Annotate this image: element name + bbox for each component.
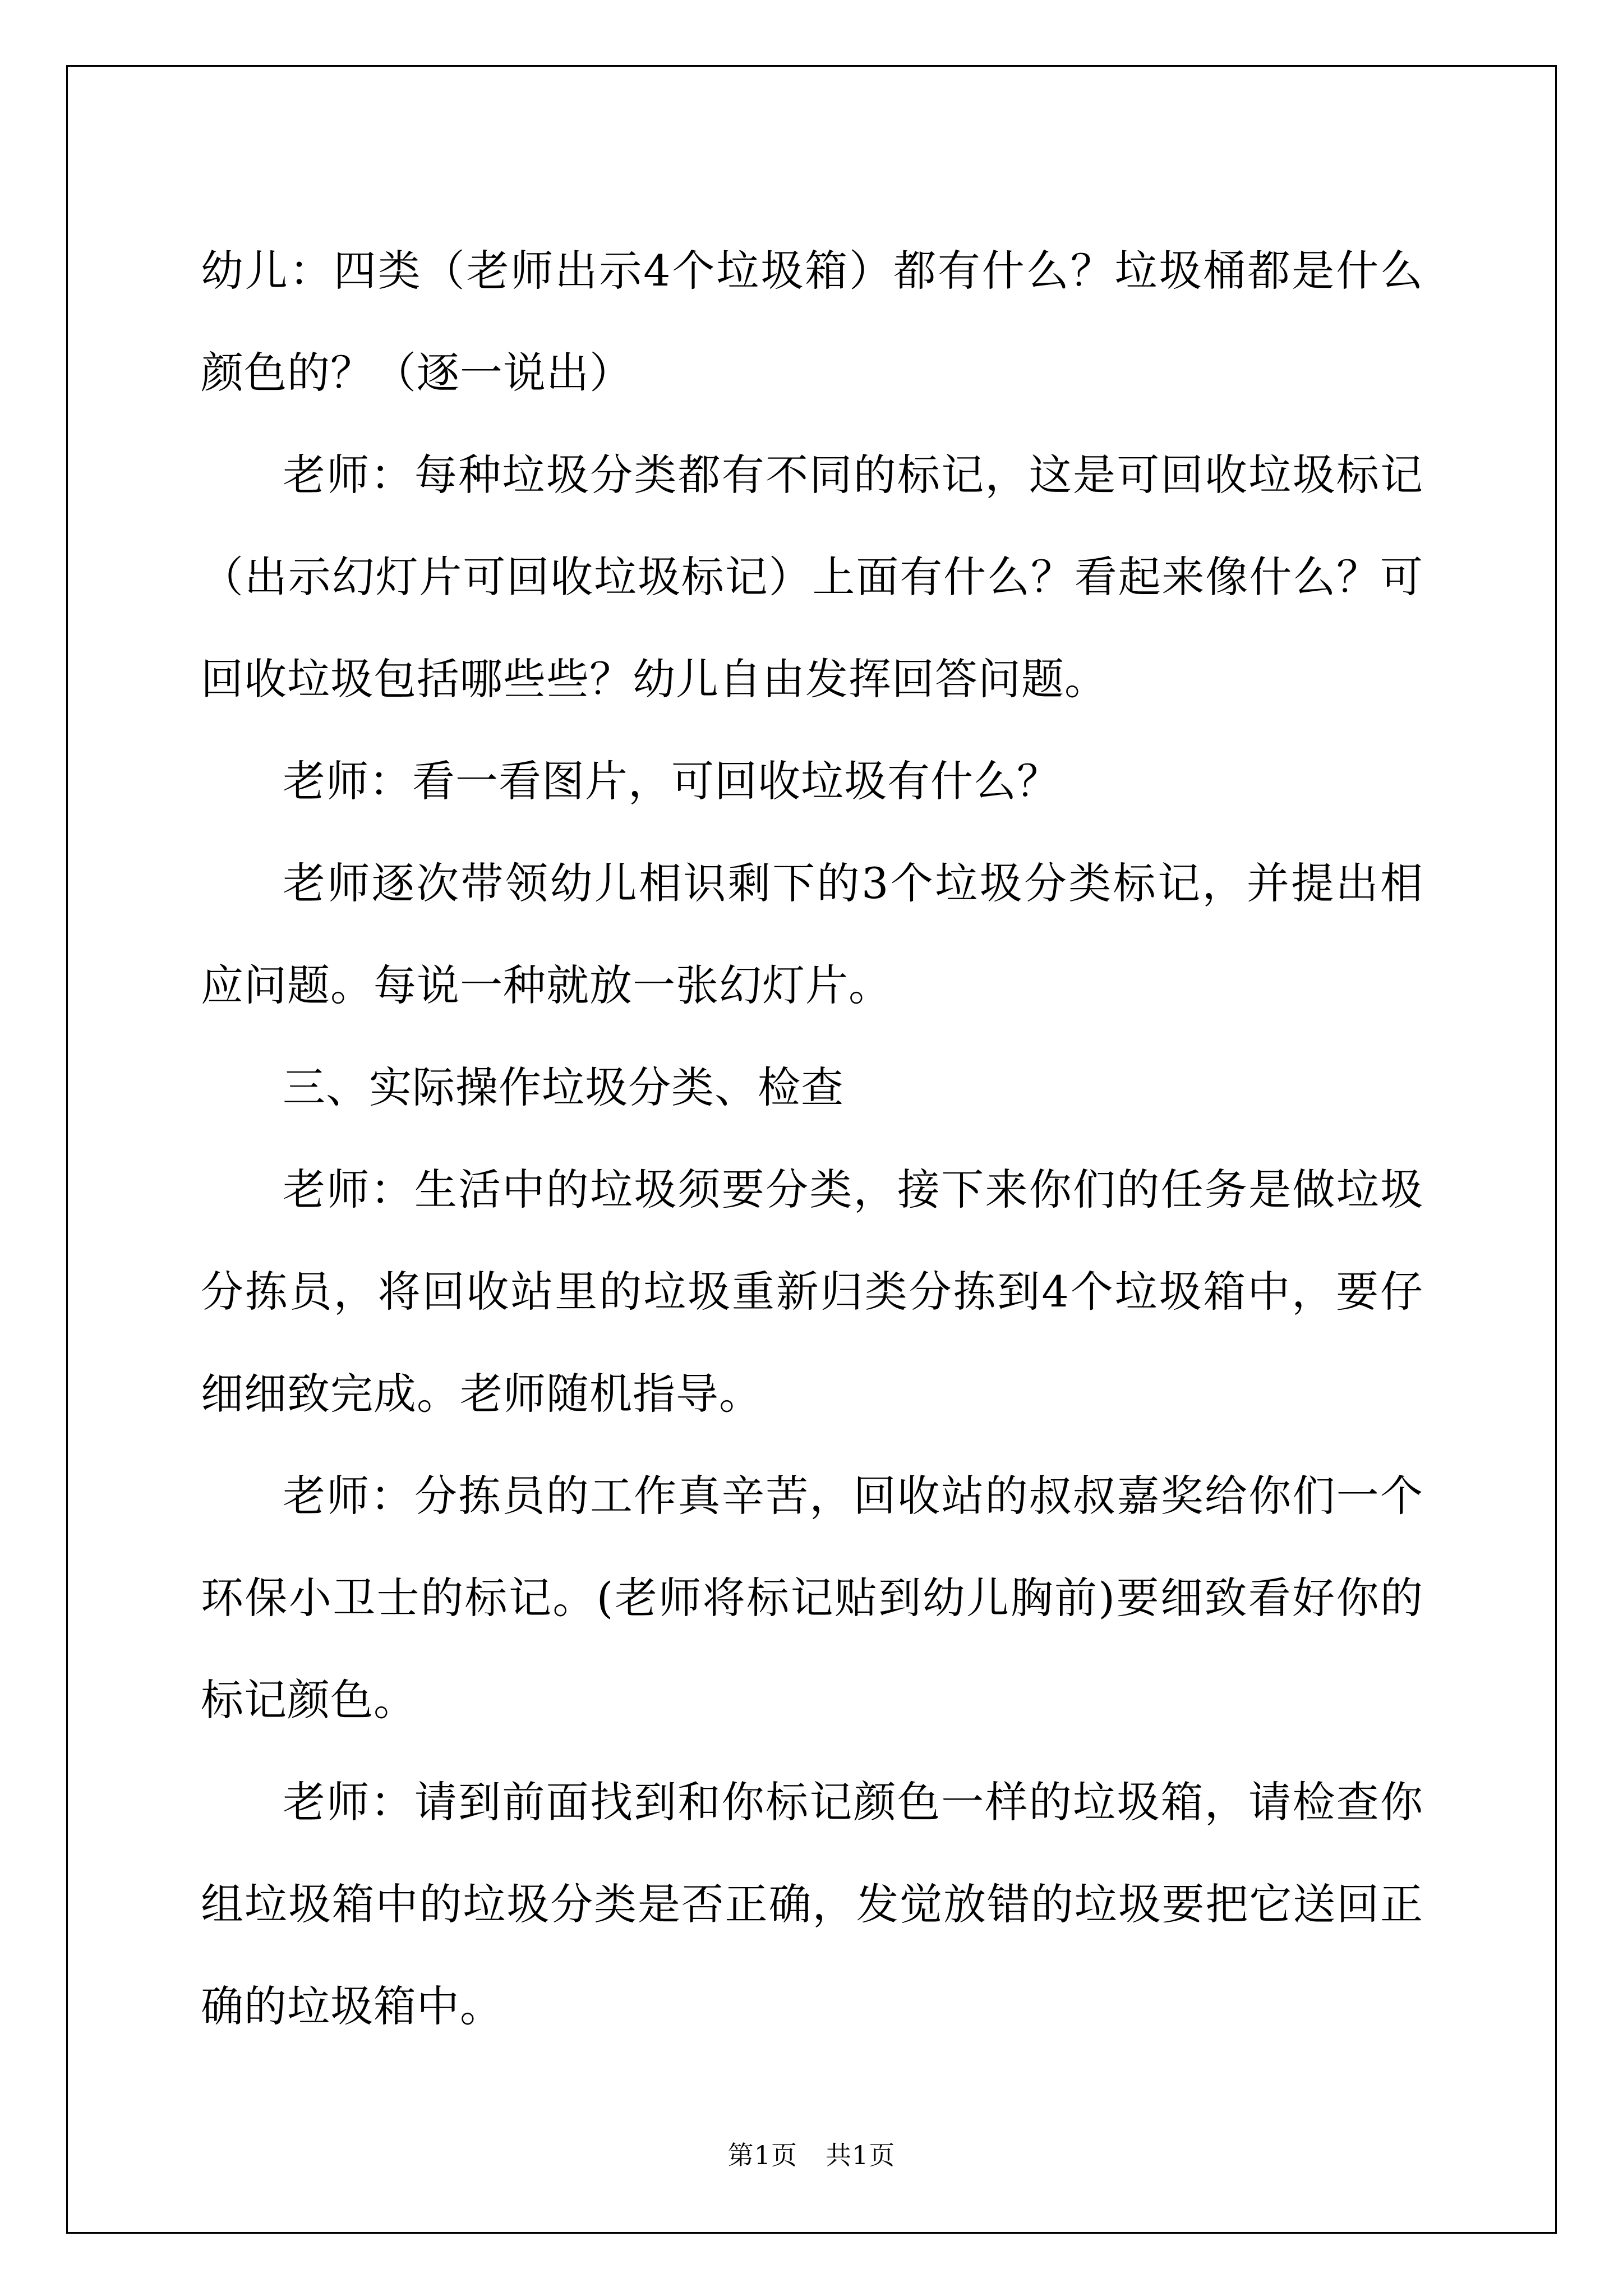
paragraph: 幼儿：四类（老师出示4个垃圾箱）都有什么？垃圾桶都是什么颜色的？（逐一说出） bbox=[201, 246, 1423, 398]
paragraph: 老师：每种垃圾分类都有不同的标记，这是可回收垃圾标记（出示幻灯片可回收垃圾标记）上面有什么？看起来像什么？可回收垃圾包括哪些些？幼儿自由发挥回答问题。 bbox=[201, 450, 1423, 704]
document-body bbox=[201, 220, 1423, 2058]
page-number-total: 共1页 bbox=[826, 2140, 896, 2170]
paragraph: 老师：看一看图片，可回收垃圾有什么？ bbox=[283, 756, 1060, 806]
page-number-current: 第1页 bbox=[727, 2140, 797, 2170]
section-heading: 三、实际操作垃圾分类、检查 bbox=[283, 1062, 844, 1112]
page-footer bbox=[0, 2138, 1623, 2172]
paragraph: 老师：生活中的垃圾须要分类，接下来你们的任务是做垃圾分拣员，将回收站里的垃圾重新归类分拣到4个垃圾箱中，要仔细细致完成。老师随机指导。 bbox=[201, 1165, 1423, 1419]
paragraph: 老师：分拣员的工作真辛苦，回收站的叔叔嘉奖给你们一个环保小卫士的标记。(老师将标记贴到幼儿胸前)要细致看好你的标记颜色。 bbox=[201, 1471, 1423, 1725]
paragraph: 老师：请到前面找到和你标记颜色一样的垃圾箱，请检查你组垃圾箱中的垃圾分类是否正确，发觉放错的垃圾要把它送回正确的垃圾箱中。 bbox=[201, 1777, 1423, 2031]
paragraph: 老师逐次带领幼儿相识剩下的3个垃圾分类标记，并提出相应问题。每说一种就放一张幻灯片。 bbox=[201, 858, 1423, 1010]
